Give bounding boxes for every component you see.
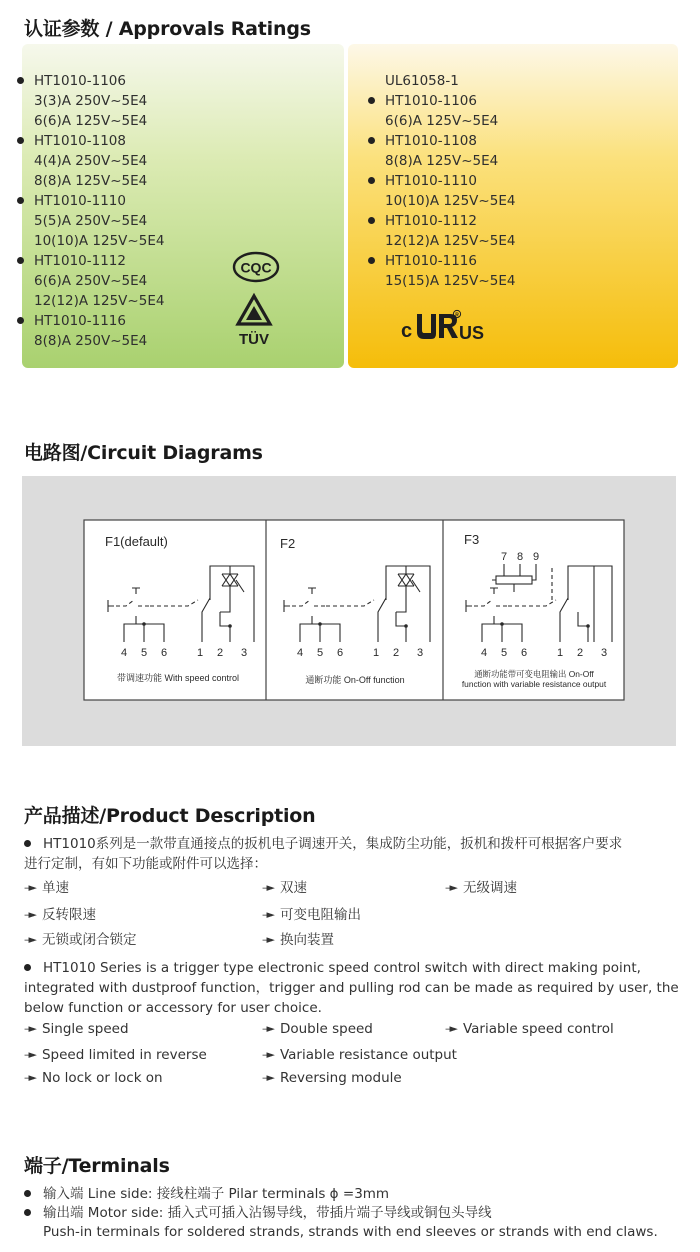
approval-rating: 8(8)A 125V~5E4 bbox=[385, 153, 499, 169]
curus-c: c bbox=[401, 320, 413, 342]
arrow-icon: –► bbox=[24, 1071, 36, 1084]
terminal-label: 1 bbox=[372, 647, 380, 659]
tuv-logo bbox=[232, 292, 276, 348]
approval-rating: 3(3)A 250V~5E4 bbox=[34, 93, 148, 109]
description-en-line3: below function or accessory for user choice. bbox=[24, 1000, 322, 1016]
feature-item bbox=[24, 1045, 207, 1065]
f3-title: F3 bbox=[464, 532, 480, 547]
arrow-icon: –► bbox=[262, 908, 274, 921]
description-en-line1 bbox=[24, 958, 641, 978]
curus-logo bbox=[397, 306, 487, 346]
terminal-label: 3 bbox=[240, 647, 248, 659]
approval-rating: 12(12)A 125V~5E4 bbox=[385, 233, 516, 249]
approval-rating: 15(15)A 125V~5E4 bbox=[385, 273, 516, 289]
arrow-icon: –► bbox=[24, 1022, 36, 1035]
feature-label: Variable resistance output bbox=[279, 1047, 457, 1063]
junction-dot bbox=[228, 624, 232, 628]
approval-model: HT1010-1110 bbox=[34, 191, 164, 211]
tuv-logo-text: TÜV bbox=[239, 331, 269, 348]
junction-dot bbox=[142, 622, 146, 626]
approval-model: HT1010-1116 bbox=[34, 311, 164, 331]
feature-item bbox=[445, 878, 517, 898]
feature-label: 单速 bbox=[41, 880, 69, 896]
terminals-heading: 端子/Terminals bbox=[24, 1155, 170, 1177]
feature-label: 反转限速 bbox=[41, 907, 96, 923]
approval-model: HT1010-1106 bbox=[385, 91, 515, 111]
approval-rating: 6(6)A 125V~5E4 bbox=[34, 113, 148, 129]
terminal-label: 4 bbox=[120, 647, 128, 659]
f3-caption-1: 通断功能带可变电阻输出 On-Off bbox=[474, 669, 594, 679]
approval-model: HT1010-1112 bbox=[385, 211, 515, 231]
circuit-diagrams-box bbox=[22, 476, 676, 746]
feature-label: Single speed bbox=[41, 1021, 129, 1037]
junction-dot bbox=[318, 622, 322, 626]
terminals-line1 bbox=[24, 1184, 389, 1204]
circuit-diagram-svg bbox=[22, 476, 676, 746]
feature-label: 双速 bbox=[279, 880, 307, 896]
terminal-label: 1 bbox=[196, 647, 204, 659]
approval-rating: 5(5)A 250V~5E4 bbox=[34, 213, 148, 229]
feature-label: 无锁或闭合锁定 bbox=[41, 932, 137, 948]
terminal-label: 3 bbox=[600, 647, 608, 659]
svg-text:R: R bbox=[455, 312, 459, 319]
approval-model: HT1010-1108 bbox=[385, 131, 515, 151]
arrow-icon: –► bbox=[262, 933, 274, 946]
approval-rating: 10(10)A 125V~5E4 bbox=[385, 193, 516, 209]
approvals-right-list bbox=[385, 71, 515, 291]
arrow-icon: –► bbox=[262, 1071, 274, 1084]
f1-title: F1(default) bbox=[105, 534, 168, 549]
terminal-label: 4 bbox=[296, 647, 304, 659]
description-cn-line2: 进行定制，有如下功能或附件可以选择： bbox=[24, 856, 267, 872]
arrow-icon: –► bbox=[24, 933, 36, 946]
terminal-label: 6 bbox=[520, 647, 528, 659]
approvals-left-list bbox=[34, 71, 164, 351]
terminals-line3: Push-in terminals for soldered strands, strands with end sleeves or strands with end claws. bbox=[43, 1224, 658, 1240]
feature-item bbox=[262, 1019, 373, 1039]
arrow-icon: –► bbox=[262, 1048, 274, 1061]
feature-label: Double speed bbox=[279, 1021, 373, 1037]
f3-top-label: 9 bbox=[532, 551, 540, 563]
terminal-label: 3 bbox=[416, 647, 424, 659]
f2-caption: 通断功能 On-Off function bbox=[305, 675, 405, 685]
terminals-line2-text: 输出端 Motor side: 插入式可插入沾锡导线，带插片端子导线或铜包头导线 bbox=[43, 1205, 492, 1221]
arrow-icon: –► bbox=[24, 908, 36, 921]
terminal-label: 1 bbox=[556, 647, 564, 659]
terminal-label: 6 bbox=[160, 647, 168, 659]
feature-item bbox=[24, 1068, 163, 1088]
junction-dot bbox=[586, 624, 590, 628]
approval-rating: 4(4)A 250V~5E4 bbox=[34, 153, 148, 169]
terminal-label: 2 bbox=[216, 647, 224, 659]
feature-item bbox=[24, 905, 96, 925]
feature-label: Variable speed control bbox=[462, 1021, 614, 1037]
approval-model: HT1010-1108 bbox=[34, 131, 164, 151]
feature-item bbox=[24, 878, 69, 898]
feature-label: Reversing module bbox=[279, 1070, 402, 1086]
description-cn-line1 bbox=[24, 834, 622, 854]
feature-item bbox=[262, 1045, 457, 1065]
description-en-line2: integrated with dustproof function，trigger and pulling rod can be made as required by user, the bbox=[24, 980, 679, 996]
approval-model: HT1010-1112 bbox=[34, 251, 164, 271]
bullet-icon bbox=[24, 840, 31, 847]
f2-title: F2 bbox=[280, 536, 296, 551]
approval-rating: UL61058-1 bbox=[385, 73, 459, 89]
arrow-icon: –► bbox=[262, 1022, 274, 1035]
feature-item bbox=[262, 930, 334, 950]
curus-us: US bbox=[459, 323, 485, 343]
feature-item bbox=[262, 1068, 402, 1088]
approval-rating: 12(12)A 125V~5E4 bbox=[34, 293, 165, 309]
junction-dot bbox=[404, 624, 408, 628]
arrow-icon: –► bbox=[445, 881, 457, 894]
feature-label: 可变电阻输出 bbox=[279, 907, 361, 923]
approval-rating: 8(8)A 125V~5E4 bbox=[34, 173, 148, 189]
bullet-icon bbox=[24, 1209, 31, 1216]
feature-item bbox=[24, 1019, 129, 1039]
description-heading: 产品描述/Product Description bbox=[24, 805, 316, 827]
terminals-line2 bbox=[24, 1203, 492, 1223]
f3-top-label: 7 bbox=[500, 551, 508, 563]
arrow-icon: –► bbox=[262, 881, 274, 894]
arrow-icon: –► bbox=[445, 1022, 457, 1035]
description-en-text1: HT1010 Series is a trigger type electronic speed control switch with direct making point, bbox=[43, 960, 641, 976]
feature-label: No lock or lock on bbox=[41, 1070, 163, 1086]
approval-rating: 6(6)A 250V~5E4 bbox=[34, 273, 148, 289]
approval-model: HT1010-1106 bbox=[34, 71, 164, 91]
approval-rating: 8(8)A 250V~5E4 bbox=[34, 333, 148, 349]
arrow-icon: –► bbox=[24, 1048, 36, 1061]
terminal-label: 4 bbox=[480, 647, 488, 659]
approvals-heading: 认证参数 / Approvals Ratings bbox=[24, 18, 311, 40]
cqc-logo bbox=[231, 250, 281, 284]
feature-item bbox=[262, 905, 361, 925]
terminals-line1-text: 输入端 Line side: 接线柱端子 Pilar terminals ϕ =3mm bbox=[43, 1186, 390, 1202]
bullet-icon bbox=[24, 1190, 31, 1197]
approval-model: HT1010-1110 bbox=[385, 171, 515, 191]
terminal-label: 6 bbox=[336, 647, 344, 659]
junction-dot bbox=[500, 622, 504, 626]
f1-caption: 带调速功能 With speed control bbox=[116, 673, 240, 683]
f3-top-label: 8 bbox=[516, 551, 524, 563]
f3-caption-2: function with variable resistance output bbox=[461, 679, 607, 689]
terminal-label: 2 bbox=[576, 647, 584, 659]
terminal-label: 5 bbox=[500, 647, 508, 659]
approval-model: HT1010-1116 bbox=[385, 251, 515, 271]
approval-rating: 10(10)A 125V~5E4 bbox=[34, 233, 165, 249]
circuit-heading: 电路图/Circuit Diagrams bbox=[24, 442, 263, 464]
feature-item bbox=[24, 930, 136, 950]
terminal-label: 5 bbox=[316, 647, 324, 659]
feature-item bbox=[445, 1019, 614, 1039]
description-cn-text1: HT1010系列是一款带直通接点的扳机电子调速开关，集成防尘功能，扳机和拨杆可根据客户要求 bbox=[43, 836, 623, 852]
feature-item bbox=[262, 878, 307, 898]
bullet-icon bbox=[24, 964, 31, 971]
feature-label: Speed limited in reverse bbox=[41, 1047, 207, 1063]
terminal-label: 2 bbox=[392, 647, 400, 659]
feature-label: 无级调速 bbox=[462, 880, 517, 896]
terminal-label: 5 bbox=[140, 647, 148, 659]
arrow-icon: –► bbox=[24, 881, 36, 894]
feature-label: 换向装置 bbox=[279, 932, 334, 948]
approval-rating: 6(6)A 125V~5E4 bbox=[385, 113, 499, 129]
cqc-logo-text: CQC bbox=[240, 259, 272, 276]
